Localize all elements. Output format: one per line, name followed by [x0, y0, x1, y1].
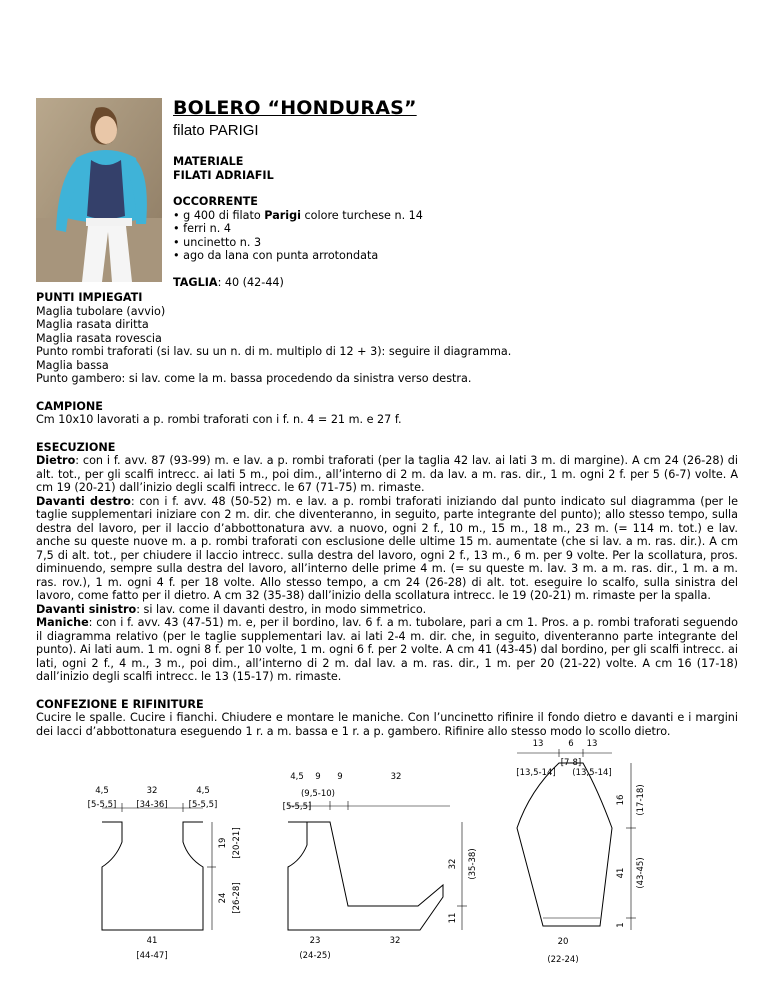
confezione-text: Cucire le spalle. Cucire i fianchi. Chiudere e montare le maniche. Con l’uncinetto rifinire il fondo dietro e davanti e i margini dei lacci d’abbottonatura eseguendo 1 r. a m. bassa e 1 r. a p. gambero. Rifinire allo stesso modo lo scollo dietro. [36, 711, 738, 738]
back-right-upper-alt: [20-21] [232, 827, 242, 859]
taglia-line [173, 276, 733, 290]
instructions-body [36, 291, 738, 738]
sleeve-top-mid: 6 [568, 739, 574, 749]
materiale-brand: FILATI ADRIAFIL [173, 168, 274, 182]
back-top-right: 4,5 [196, 786, 210, 796]
davanti-sinistro-label: Davanti sinistro [36, 602, 137, 616]
esecuzione-heading: ESECUZIONE [36, 440, 116, 454]
materiale-heading: MATERIALE [173, 155, 244, 168]
front-right-main-alt: (35-38) [468, 848, 478, 880]
front-bottom-alt: (24-25) [299, 951, 331, 961]
sleeve-right-body-alt: (43-45) [636, 857, 646, 889]
sleeve-right-cuff: 1 [616, 922, 626, 928]
sleeve-bottom-alt: (22-24) [547, 955, 579, 965]
punti-heading: PUNTI IMPIEGATI [36, 291, 143, 304]
punti-line: Punto rombi traforati (si lav. su un n. di m. multiplo di 12 + 3): seguire il diagramma. [36, 345, 512, 358]
front-top-mid-alt: (9,5-10) [300, 789, 336, 799]
back-right-lower-alt: [26-28] [232, 882, 242, 914]
davanti-destro-paragraph [36, 495, 738, 603]
davanti-destro-text: : con i f. avv. 48 (50-52) m. e lav. a p. rombi traforati iniziando dal punto indicato sul diagramma (per le taglie supplementari iniziare con 2 m. dir. che diventeranno, in seguito, parte integrante del punto); allo stesso tempo, sulla destra del lavoro, per il laccio d’abbottonatura avv. a nuovo, ogni 2 f., 10 m., 15 m., 18 m., 23 m. (= 114 m. tot.) e lav. anche su queste nuove m. a p. rombi traforati con esclusione delle ultime 15 m. aumentate (che si lav. a m. ras. dir.). A cm 7,5 di alt. tot., per chiudere il laccio intrecc. sulla destra del lavoro, ogni 2 f., 13 m., 6 m. per 9 volte. Per la scollatura, pros. diminuendo, sempre sulla destra del lavoro, all’interno delle prime 4 m. (= su queste m. lav. 3 m. a m. ras. dir., 1 m. a m. ras. rov.), 1 m. ogni 4 f. per 18 volte. Allo stesso tempo, a cm 24 (26-28) di alt. tot. eseguire lo scalfo, sulla sinistra del lavoro, come fatto per il dietro. A cm 32 (35-38) dall’inizio della scollatura intrecc. le 19 (20-21) m. rimaste per la spalla. [36, 494, 738, 602]
davanti-sinistro-paragraph [36, 603, 738, 617]
dietro-label: Dietro [36, 454, 76, 467]
occorrente-heading: OCCORRENTE [173, 195, 258, 208]
sleeve-top-left-alt: [13,5-14] [516, 768, 556, 778]
back-top-left-alt: [5-5,5] [87, 800, 117, 810]
maniche-text: : con i f. avv. 43 (47-51) m. e, per il bordino, lav. 6 f. a m. tubolare, pari a cm 1. Pros. a p. rombi traforati seguendo il diagramma relativo (per le taglie supplementari lav. ai lati 2-4 m. dir. che, in seguito, diventeranno parte integrante del punto). Ai lati aum. 1 m. ogni 8 f. per 10 volte, 1 m. ogni 6 f. per 2 volte. A cm 41 (43-45) dal bordino, per gli scalfi intrecc. ai lati, ogni 2 f., 4 m., 3 m., poi dim., all’interno di 2 m. dal lav. a m. ras. dir., 1 m. per 20 (21-22) volte. A cm 16 (17-18) dall’inizio degli scalfi intrecc. le 13 (15-17) m. rimaste. [36, 616, 738, 683]
sleeve-top-right: 13 [586, 739, 598, 749]
sleeve-top-left: 13 [532, 739, 544, 749]
punti-line: Maglia rasata diritta [36, 318, 149, 331]
sleeve-schematic [517, 749, 636, 930]
front-top-c: 9 [337, 772, 343, 782]
punti-line: Punto gambero: si lav. come la m. bassa procedendo da sinistra verso destra. [36, 372, 472, 385]
occorrente-section [173, 195, 733, 263]
back-top-right-alt: [5-5,5] [188, 800, 218, 810]
campione-text: Cm 10x10 lavorati a p. rombi traforati con i f. n. 4 = 21 m. e 27 f. [36, 413, 402, 426]
back-bottom: 41 [146, 936, 158, 946]
dietro-paragraph [36, 454, 738, 495]
header-block [173, 96, 733, 289]
occorrente-item1-pre: • g 400 di filato [173, 208, 265, 222]
occorrente-item1-yarn: Parigi [264, 208, 301, 222]
back-top-mid: 32 [146, 786, 158, 796]
maniche-paragraph [36, 616, 738, 684]
materiale-section [173, 155, 733, 182]
sleeve-right-cap-alt: (17-18) [636, 784, 646, 816]
occorrente-item1-post: colore turchese n. 14 [300, 208, 423, 222]
back-right-upper: 19 [218, 837, 228, 849]
punti-line: Maglia rasata rovescia [36, 331, 162, 345]
back-top-mid-alt: [34-36] [136, 800, 168, 810]
front-schematic [288, 801, 467, 930]
sleeve-top-mid-alt: [7-8] [560, 758, 582, 768]
confezione-heading: CONFEZIONE E RIFINITURE [36, 697, 204, 711]
front-right-small: 11 [448, 912, 458, 924]
front-top-a: 4,5 [290, 772, 304, 782]
maniche-label: Maniche [36, 616, 89, 629]
back-right-lower: 24 [218, 892, 228, 904]
model-photo-illustration [36, 98, 162, 282]
occorrente-item: • ferri n. 4 [173, 222, 231, 235]
taglia-section [173, 276, 733, 290]
sleeve-right-cap: 16 [616, 794, 626, 806]
front-top-left-alt: [5-5,5] [282, 802, 312, 812]
back-bottom-alt: [44-47] [136, 951, 168, 961]
occorrente-item: • uncinetto n. 3 [173, 235, 262, 249]
campione-heading: CAMPIONE [36, 399, 103, 413]
back-schematic [102, 803, 216, 930]
taglia-label: TAGLIA [173, 275, 218, 289]
back-top-left: 4,5 [95, 786, 109, 796]
front-right-main: 32 [448, 858, 458, 870]
sleeve-top-right-alt: (13,5-14] [572, 768, 612, 778]
davanti-destro-label: Davanti destro [36, 494, 131, 508]
front-top-b: 9 [315, 772, 321, 782]
document-subtitle: filato PARIGI [173, 122, 259, 139]
document-title: BOLERO “HONDURAS” [173, 97, 417, 119]
sleeve-right-body: 41 [616, 867, 626, 879]
model-photo [36, 98, 162, 282]
front-bottom-right: 32 [389, 936, 401, 946]
punti-line: Maglia tubolare (avvio) [36, 304, 166, 318]
front-bottom-left: 23 [309, 936, 321, 946]
front-top-d: 32 [390, 772, 402, 782]
occorrente-item [173, 209, 733, 223]
dietro-text: : con i f. avv. 87 (93-99) m. e lav. a p. rombi traforati (per la taglia 42 lav. ai lati 3 m. di margine). A cm 24 (26-28) di alt. tot., per gli scalfi intrecc. ai lati 5 m., poi dim., all’interno di 2 m. da lav. a m. ras. dir., 1 m. ogni 2 f. per 5 (6-7) volte. A cm 19 (20-21) dall’inizio degli scalfi intrecc. le 67 (71-75) m. rimaste. [36, 454, 738, 494]
taglia-value: : 40 (42-44) [217, 275, 284, 289]
davanti-sinistro-text: : si lav. come il davanti destro, in modo simmetrico. [136, 602, 427, 616]
punti-line: Maglia bassa [36, 358, 109, 372]
occorrente-item: • ago da lana con punta arrotondata [173, 249, 379, 262]
sleeve-bottom: 20 [557, 937, 569, 947]
